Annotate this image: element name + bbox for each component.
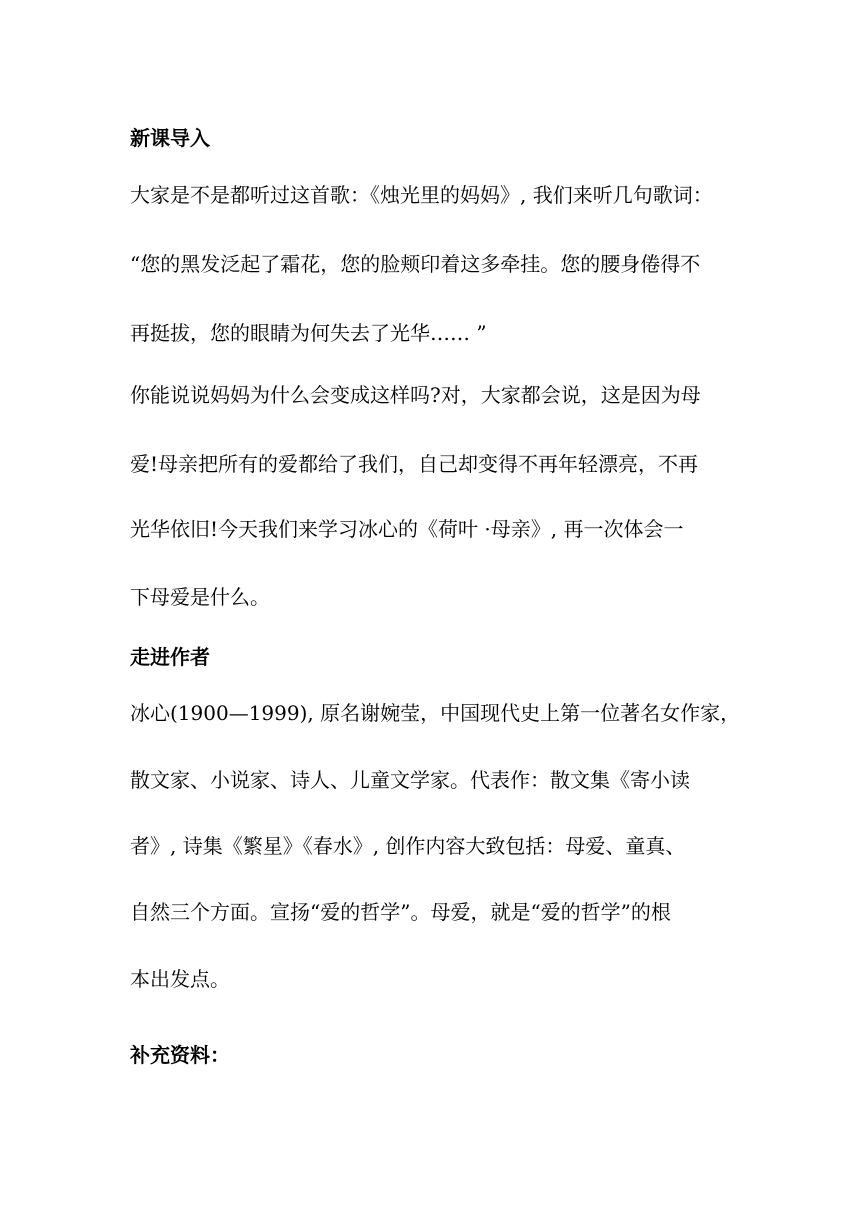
lyrics-line: “您的黑发泛起了霜花，您的脸颊印着这多牵挂。您的腰身倦得不	[130, 252, 701, 276]
paragraph-line: 冰心(1900—1999), 原名谢婉莹，中国现代史上第一位著名女作家，	[130, 701, 741, 725]
paragraph-line: 你能说说妈妈为什么会变成这样吗?对，大家都会说，这是因为母	[130, 383, 701, 407]
paragraph-line: 下母爱是什么。	[130, 585, 270, 609]
section-heading-intro: 新课导入	[130, 126, 210, 150]
paragraph-line: 光华依旧!今天我们来学习冰心的《荷叶 ·母亲》, 再一次体会一	[130, 517, 684, 541]
paragraph-line: 大家是不是都听过这首歌：《烛光里的妈妈》, 我们来听几句歌词：	[130, 183, 713, 207]
paragraph-line: 自然三个方面。宣扬“爱的哲学”。母爱，就是“爱的哲学”的根	[130, 900, 671, 924]
paragraph-line: 本出发点。	[130, 967, 230, 991]
section-heading-author: 走进作者	[130, 645, 210, 669]
paragraph-line: 者》, 诗集《繁星》《春水》, 创作内容大致包括：母爱、童真、	[130, 834, 686, 858]
lyrics-line: 再挺拔，您的眼睛为何失去了光华…… ”	[130, 321, 487, 345]
section-heading-supplement: 补充资料：	[130, 1043, 230, 1067]
paragraph-line: 爱!母亲把所有的爱都给了我们，自己却变得不再年轻漂亮，不再	[130, 452, 699, 476]
paragraph-line: 散文家、小说家、诗人、儿童文学家。代表作：散文集《寄小读	[130, 768, 690, 792]
